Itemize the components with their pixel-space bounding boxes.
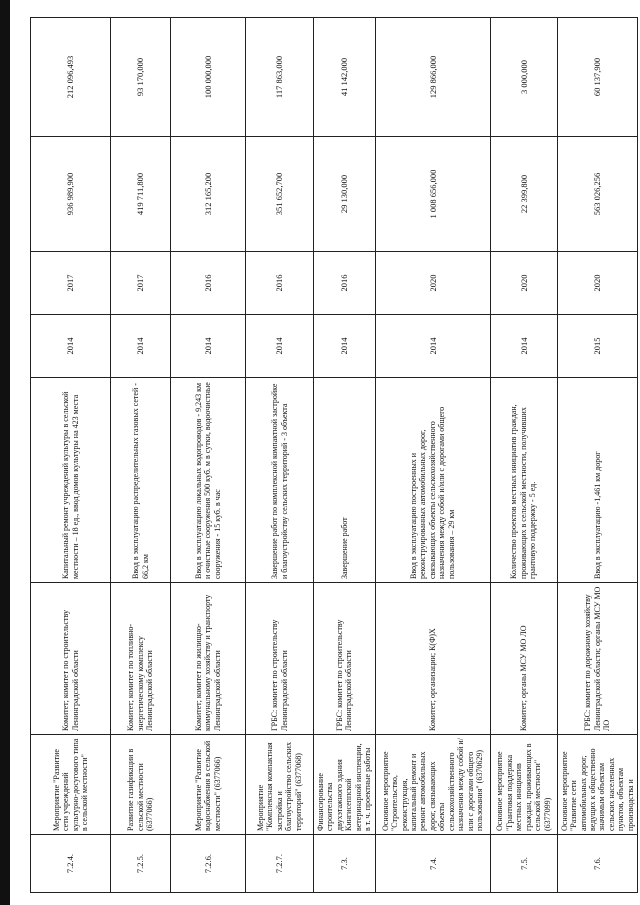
code-cell: 7.5.	[490, 835, 557, 893]
end-year-cell: 2016	[171, 252, 246, 315]
table-row	[375, 18, 490, 893]
end-year-cell: 2020	[557, 252, 638, 315]
activity-name-cell: Основное мероприятие "Строительство, реконструкция, капитальный ремонт и ремонт автомобильных дорог, связывающих объекты сельскохозяйственного назначения между собой и/или с дорогами общего пользования" (6370629)	[375, 735, 490, 835]
start-year-cell: 2014	[246, 315, 314, 378]
activity-name-cell: Основное мероприятие "Грантовая поддержка местных инициатив граждан, проживающих в сельской местности" (6377099)	[490, 735, 557, 835]
table-row	[490, 18, 557, 893]
activity-name-cell: Основное мероприятие "Развитие сети автомобильных дорог, ведущих к общественно значимым объектам сельских населенных пунктов, объектам производства и	[557, 735, 638, 835]
end-year-cell: 2016	[246, 252, 314, 315]
total-amount-cell: 1 008 656,000	[375, 137, 490, 252]
budget-amount-cell: 117 863,000	[246, 18, 314, 137]
activity-name-cell: Мероприятие "Развитие сети учреждений культурно-досугового типа в сельской местности"	[31, 735, 111, 835]
code-cell: 7.2.6.	[171, 835, 246, 893]
activity-name-cell: Мероприятие "Комплексная компактная застройка и благоустройство сельских территорий" (6377068)	[246, 735, 314, 835]
responsible-cell: ГРБС: комитет по строительству Ленинградской области	[246, 583, 314, 735]
end-year-cell: 2017	[111, 252, 171, 315]
result-cell: Ввод в эксплуатацию построенных и реконструированных автомобильных дорог, связывающих объекты сельскохозяйственного назначения между собой и/или с дорогами общего пользования – 29 км	[375, 378, 490, 583]
end-year-cell: 2020	[490, 252, 557, 315]
total-amount-cell: 351 652,700	[246, 137, 314, 252]
total-amount-cell: 22 399,800	[490, 137, 557, 252]
budget-amount-cell: 93 170,000	[111, 18, 171, 137]
activity-name-cell: Развитие газификации в сельской местности (6377066)	[111, 735, 171, 835]
result-cell: Ввод в эксплуатацию локальных водопроводов - 9,243 км и очистные сооружения 500 куб. м в сутки, водоочистные сооружения - 15 куб. в час	[171, 378, 246, 583]
result-cell: Завершение работ	[314, 378, 376, 583]
result-cell: Количество проектов местных инициатив граждан, проживающих в сельской местности, получивших грантовую поддержку - 5 ед.	[490, 378, 557, 583]
budget-amount-cell: 41 142,000	[314, 18, 376, 137]
start-year-cell: 2014	[31, 315, 111, 378]
budget-amount-cell: 3 000,000	[490, 18, 557, 137]
result-cell: Ввод в эксплуатацию -1,461 км дорог	[557, 378, 638, 583]
responsible-cell: Комитет; организации; К(Ф)Х	[375, 583, 490, 735]
table-row	[111, 18, 171, 893]
end-year-cell: 2020	[375, 252, 490, 315]
code-cell: 7.4.	[375, 835, 490, 893]
start-year-cell: 2014	[490, 315, 557, 378]
code-cell: 7.6.	[557, 835, 638, 893]
start-year-cell: 2014	[314, 315, 376, 378]
start-year-cell: 2015	[557, 315, 638, 378]
total-amount-cell: 29 130,000	[314, 137, 376, 252]
start-year-cell: 2014	[375, 315, 490, 378]
rotated-table-container	[30, 18, 635, 893]
responsible-cell: Комитет; органы МСУ МО ЛО	[490, 583, 557, 735]
program-activities-table	[30, 17, 638, 893]
budget-amount-cell: 100 000,000	[171, 18, 246, 137]
table-row	[314, 18, 376, 893]
code-cell: 7.3.	[314, 835, 376, 893]
table-body	[31, 18, 638, 893]
start-year-cell: 2014	[171, 315, 246, 378]
end-year-cell: 2016	[314, 252, 376, 315]
table-row	[557, 18, 638, 893]
responsible-cell: ГРБС: комитет по строительству Ленинградской области	[314, 583, 376, 735]
result-cell: Завершение работ по комплексной компактной застройке и благоустройству сельских территорий - 3 объекта	[246, 378, 314, 583]
responsible-cell: Комитет; комитет по строительству Ленинградской области	[31, 583, 111, 735]
total-amount-cell: 419 711,800	[111, 137, 171, 252]
code-cell: 7.2.7.	[246, 835, 314, 893]
responsible-cell: ГРБС: комитет по дорожному хозяйству Ленинградской области; органы МСУ МО ЛО	[557, 583, 638, 735]
code-cell: 7.2.5.	[111, 835, 171, 893]
responsible-cell: Комитет; комитет по жилищно-коммунальному хозяйству и транспорту Ленинградской области	[171, 583, 246, 735]
budget-amount-cell: 212 096,493	[31, 18, 111, 137]
code-cell: 7.2.4.	[31, 835, 111, 893]
table-row	[246, 18, 314, 893]
total-amount-cell: 936 989,900	[31, 137, 111, 252]
activity-name-cell: Мероприятие "Развитие водоснабжения в сельской местности" (6377066)	[171, 735, 246, 835]
start-year-cell: 2014	[111, 315, 171, 378]
budget-amount-cell: 129 866,000	[375, 18, 490, 137]
end-year-cell: 2017	[31, 252, 111, 315]
budget-amount-cell: 60 137,900	[557, 18, 638, 137]
responsible-cell: Комитет; комитет по топливно-энергетическому комплексу Ленинградской области	[111, 583, 171, 735]
total-amount-cell: 563 026,256	[557, 137, 638, 252]
table-row	[31, 18, 111, 893]
result-cell: Капитальный ремонт учреждений культуры в сельской местности – 18 ед., ввод домов культуры на 423 места	[31, 378, 111, 583]
total-amount-cell: 312 165,200	[171, 137, 246, 252]
scan-edge-bar	[0, 0, 10, 905]
table-row	[171, 18, 246, 893]
activity-name-cell: Финансирование строительства двухэтажного здания Кингисеппской ветеринарной инспекции, в т. ч. проектные работы	[314, 735, 376, 835]
result-cell: Ввод в эксплуатацию распределительных газовых сетей - 66,2 км	[111, 378, 171, 583]
document-page	[30, 18, 635, 893]
